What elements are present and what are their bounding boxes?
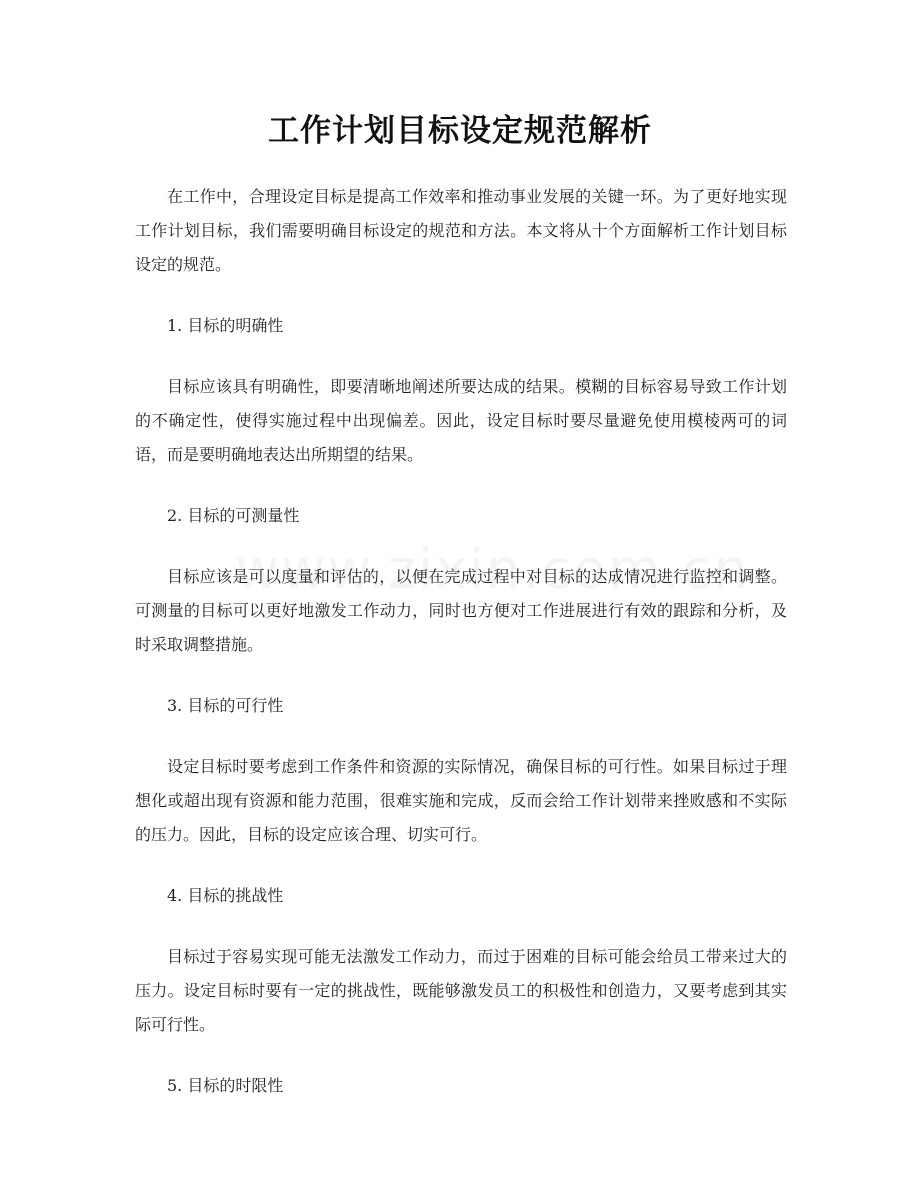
section-3-body: 设定目标时要考虑到工作条件和资源的实际情况，确保目标的可行性。如果目标过于理想化或超出现有资源和能力范围，很难实施和完成，反而会给工作计划带来挫败感和不实际的压力。因此，目标的设定应该合理、切实可行。 (135, 757, 787, 844)
section-3-heading: 3. 目标的可行性 (167, 696, 284, 715)
section-4-body: 目标过于容易实现可能无法激发工作动力，而过于困难的目标可能会给员工带来过大的压力。设定目标时要有一定的挑战性，既能够激发员工的积极性和创造力，又要考虑到其实际可行性。 (135, 947, 787, 1034)
document-title: 工作计划目标设定规范解析 (268, 113, 652, 149)
section-2-body: 目标应该是可以度量和评估的，以便在完成过程中对目标的达成情况进行监控和调整。可测量的目标可以更好地激发工作动力，同时也方便对工作进展进行有效的跟踪和分析，及时采取调整措施。 (135, 567, 787, 654)
section-4-heading: 4. 目标的挑战性 (167, 886, 284, 905)
document-body (135, 180, 787, 1130)
section-1-heading: 1. 目标的明确性 (167, 316, 284, 335)
section-2-heading: 2. 目标的可测量性 (167, 506, 300, 525)
intro-paragraph: 在工作中，合理设定目标是提高工作效率和推动事业发展的关键一环。为了更好地实现工作计划目标，我们需要明确目标设定的规范和方法。本文将从十个方面解析工作计划目标设定的规范。 (135, 187, 787, 274)
section-5-heading: 5. 目标的时限性 (167, 1076, 284, 1095)
section-1-body: 目标应该具有明确性，即要清晰地阐述所要达成的结果。模糊的目标容易导致工作计划的不确定性，使得实施过程中出现偏差。因此，设定目标时要尽量避免使用模棱两可的词语，而是要明确地表达出所期望的结果。 (135, 377, 787, 464)
